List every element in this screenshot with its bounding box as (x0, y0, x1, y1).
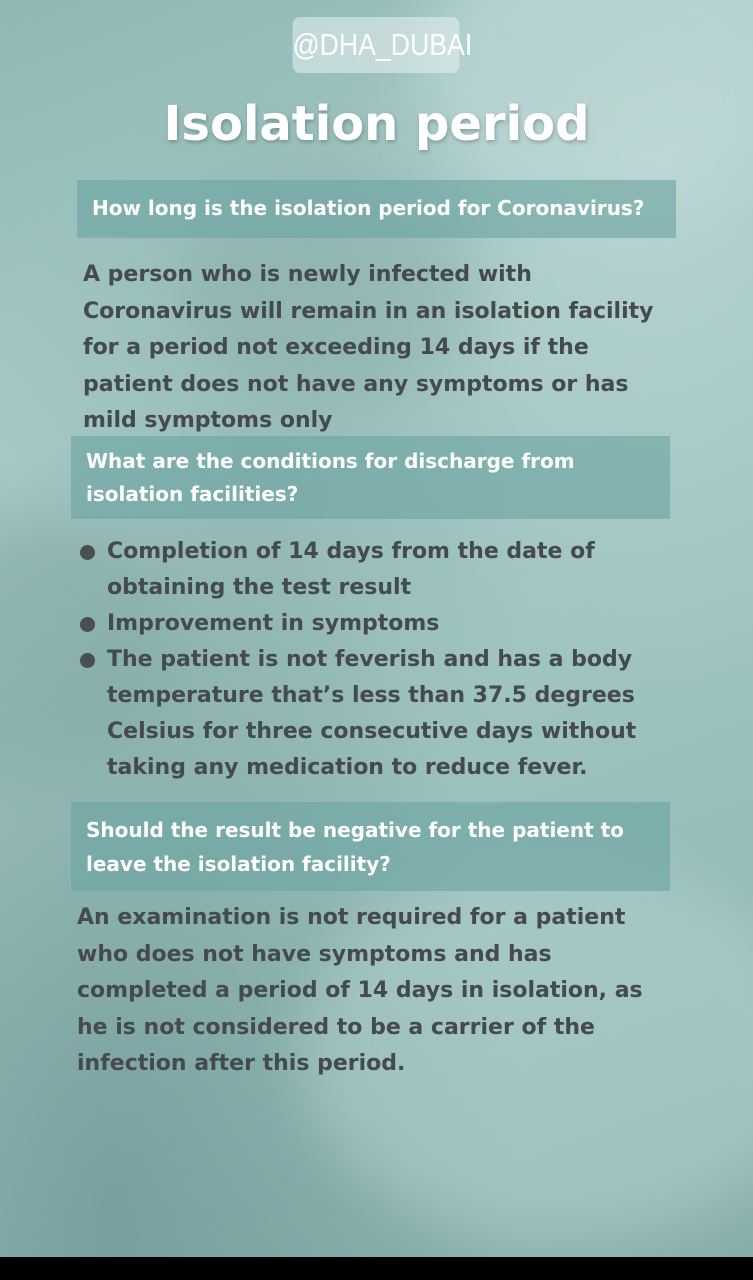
question-band-isolation-length: How long is the isolation period for Coronavirus? (77, 180, 676, 238)
answer-isolation-length: A person who is newly infected with Coronavirus will remain in an isolation facility for a period not exceeding 14 days if the patient does not have any symptoms or has mild symptoms only (83, 262, 654, 433)
list-item (80, 642, 640, 786)
list-item-text: The patient is not feverish and has a body temperature that’s less than 37.5 degrees Celsius for three consecutive days without taking any medication to reduce fever. (107, 647, 637, 780)
list-item-text: Completion of 14 days from the date of obtaining the test result (107, 539, 595, 600)
list-item (80, 606, 640, 642)
question-band-discharge-conditions: What are the conditions for discharge from isolation facilities? (71, 436, 670, 519)
answer-negative-result: An examination is not required for a patient who does not have symptoms and has completed a period of 14 days in isolation, as he is not considered to be a carrier of the infection after this period. (77, 905, 643, 1076)
discharge-conditions-list (80, 534, 640, 786)
account-handle-tag[interactable]: @DHA_DUBAI (293, 17, 460, 73)
bullet-dot-icon (80, 653, 95, 668)
bottom-black-bar (0, 1257, 753, 1280)
question-band-negative-result: Should the result be negative for the patient to leave the isolation facility? (71, 802, 670, 891)
list-item (80, 534, 640, 606)
bullet-dot-icon (80, 617, 95, 632)
page-title: Isolation period (163, 96, 590, 152)
list-item-text: Improvement in symptoms (107, 611, 440, 636)
bullet-dot-icon (80, 545, 95, 560)
